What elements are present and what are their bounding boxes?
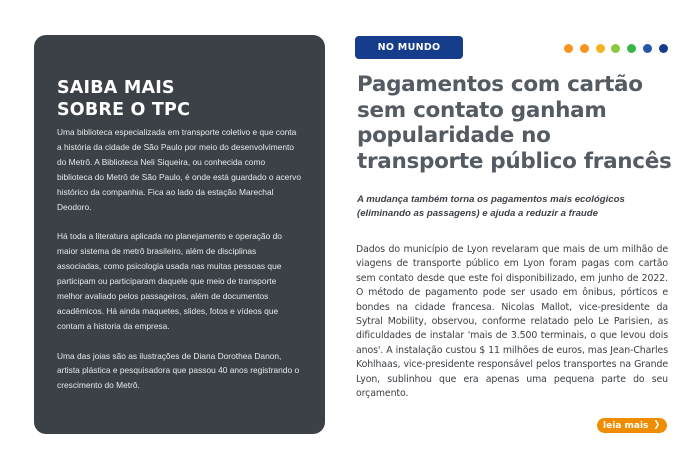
sidebar-title-line2: SOBRE O TPC [57,100,191,120]
read-more-button[interactable] [597,418,667,433]
decorative-dot [564,44,573,53]
decorative-dots [564,44,668,53]
sidebar-title-line1: SAIBA MAIS [57,78,175,98]
decorative-dot [659,44,668,53]
sidebar-title [57,77,301,121]
sidebar-paragraph: Há toda a literatura aplicada no planejamento e operação do maior sistema de metrô brasileiro, além de disciplinas associadas, como psicologia usada nas muitas pessoas que participam ou participaram daquele que meio de transporte melhor avaliado pelos passageiros, além de documentos acadêmicos. Há ainda maquetes, slides, fotos e vídeos que contam a historia da empresa. [57,231,282,331]
decorative-dot [611,44,620,53]
article-body: Dados do município de Lyon revelaram que mais de um milhão de viagens de transporte público em Lyon foram pagas com cartão sem contato desde que este foi disponibilizado, em junho de 2022. O método de pagamento pode ser usado em ônibus, pórticos e bondes na cidade francesa. Nicolas Mallot, vice-presidente da Sytral Mobility, observou, conforme relatado pelo Le Parisien, as dificuldades de instalar 'mais de 3.500 terminais, o que levou dois anos'. A instalação custou $ 11 milhões de euros, mas Jean-Charles Kohlhaas, vice-presidente responsável pelos transportes na Grande Lyon, sublinhou que era apenas uma pequena parte do seu orçamento. [356,244,668,400]
sidebar-paragraph: Uma biblioteca especializada em transporte coletivo e que conta a história da cidade de São Paulo por meio do desenvolvimento do Metrô. A Biblioteca Neli Siqueira, ou conhecida como biblioteca do Metrô de São Paulo, é onde está guardado o acervo histórico da companhia. Fica ao lado da estação Marechal Deodoro. [57,127,301,212]
decorative-dot [643,44,652,53]
read-more-label: leia mais [603,420,649,431]
sidebar-body [57,125,301,393]
decorative-dot [596,44,605,53]
article-subtitle: A mudança também torna os pagamentos mais ecológicos (eliminando as passagens) e ajuda a reduzir a fraude [357,194,625,219]
chevron-right-icon: ❯ [653,420,661,430]
section-badge: NO MUNDO [355,36,463,59]
decorative-dot [580,44,589,53]
sidebar-panel [34,35,325,434]
article-headline: Pagamentos com cartão sem contato ganham popularidade no transporte público francês [357,72,672,174]
sidebar-paragraph: Uma das joias são as ilustrações de Diana Dorothea Danon, artista plástica e pesquisadora que passou 40 anos registrando o crescimento do Metrô. [57,350,300,391]
decorative-dot [627,44,636,53]
